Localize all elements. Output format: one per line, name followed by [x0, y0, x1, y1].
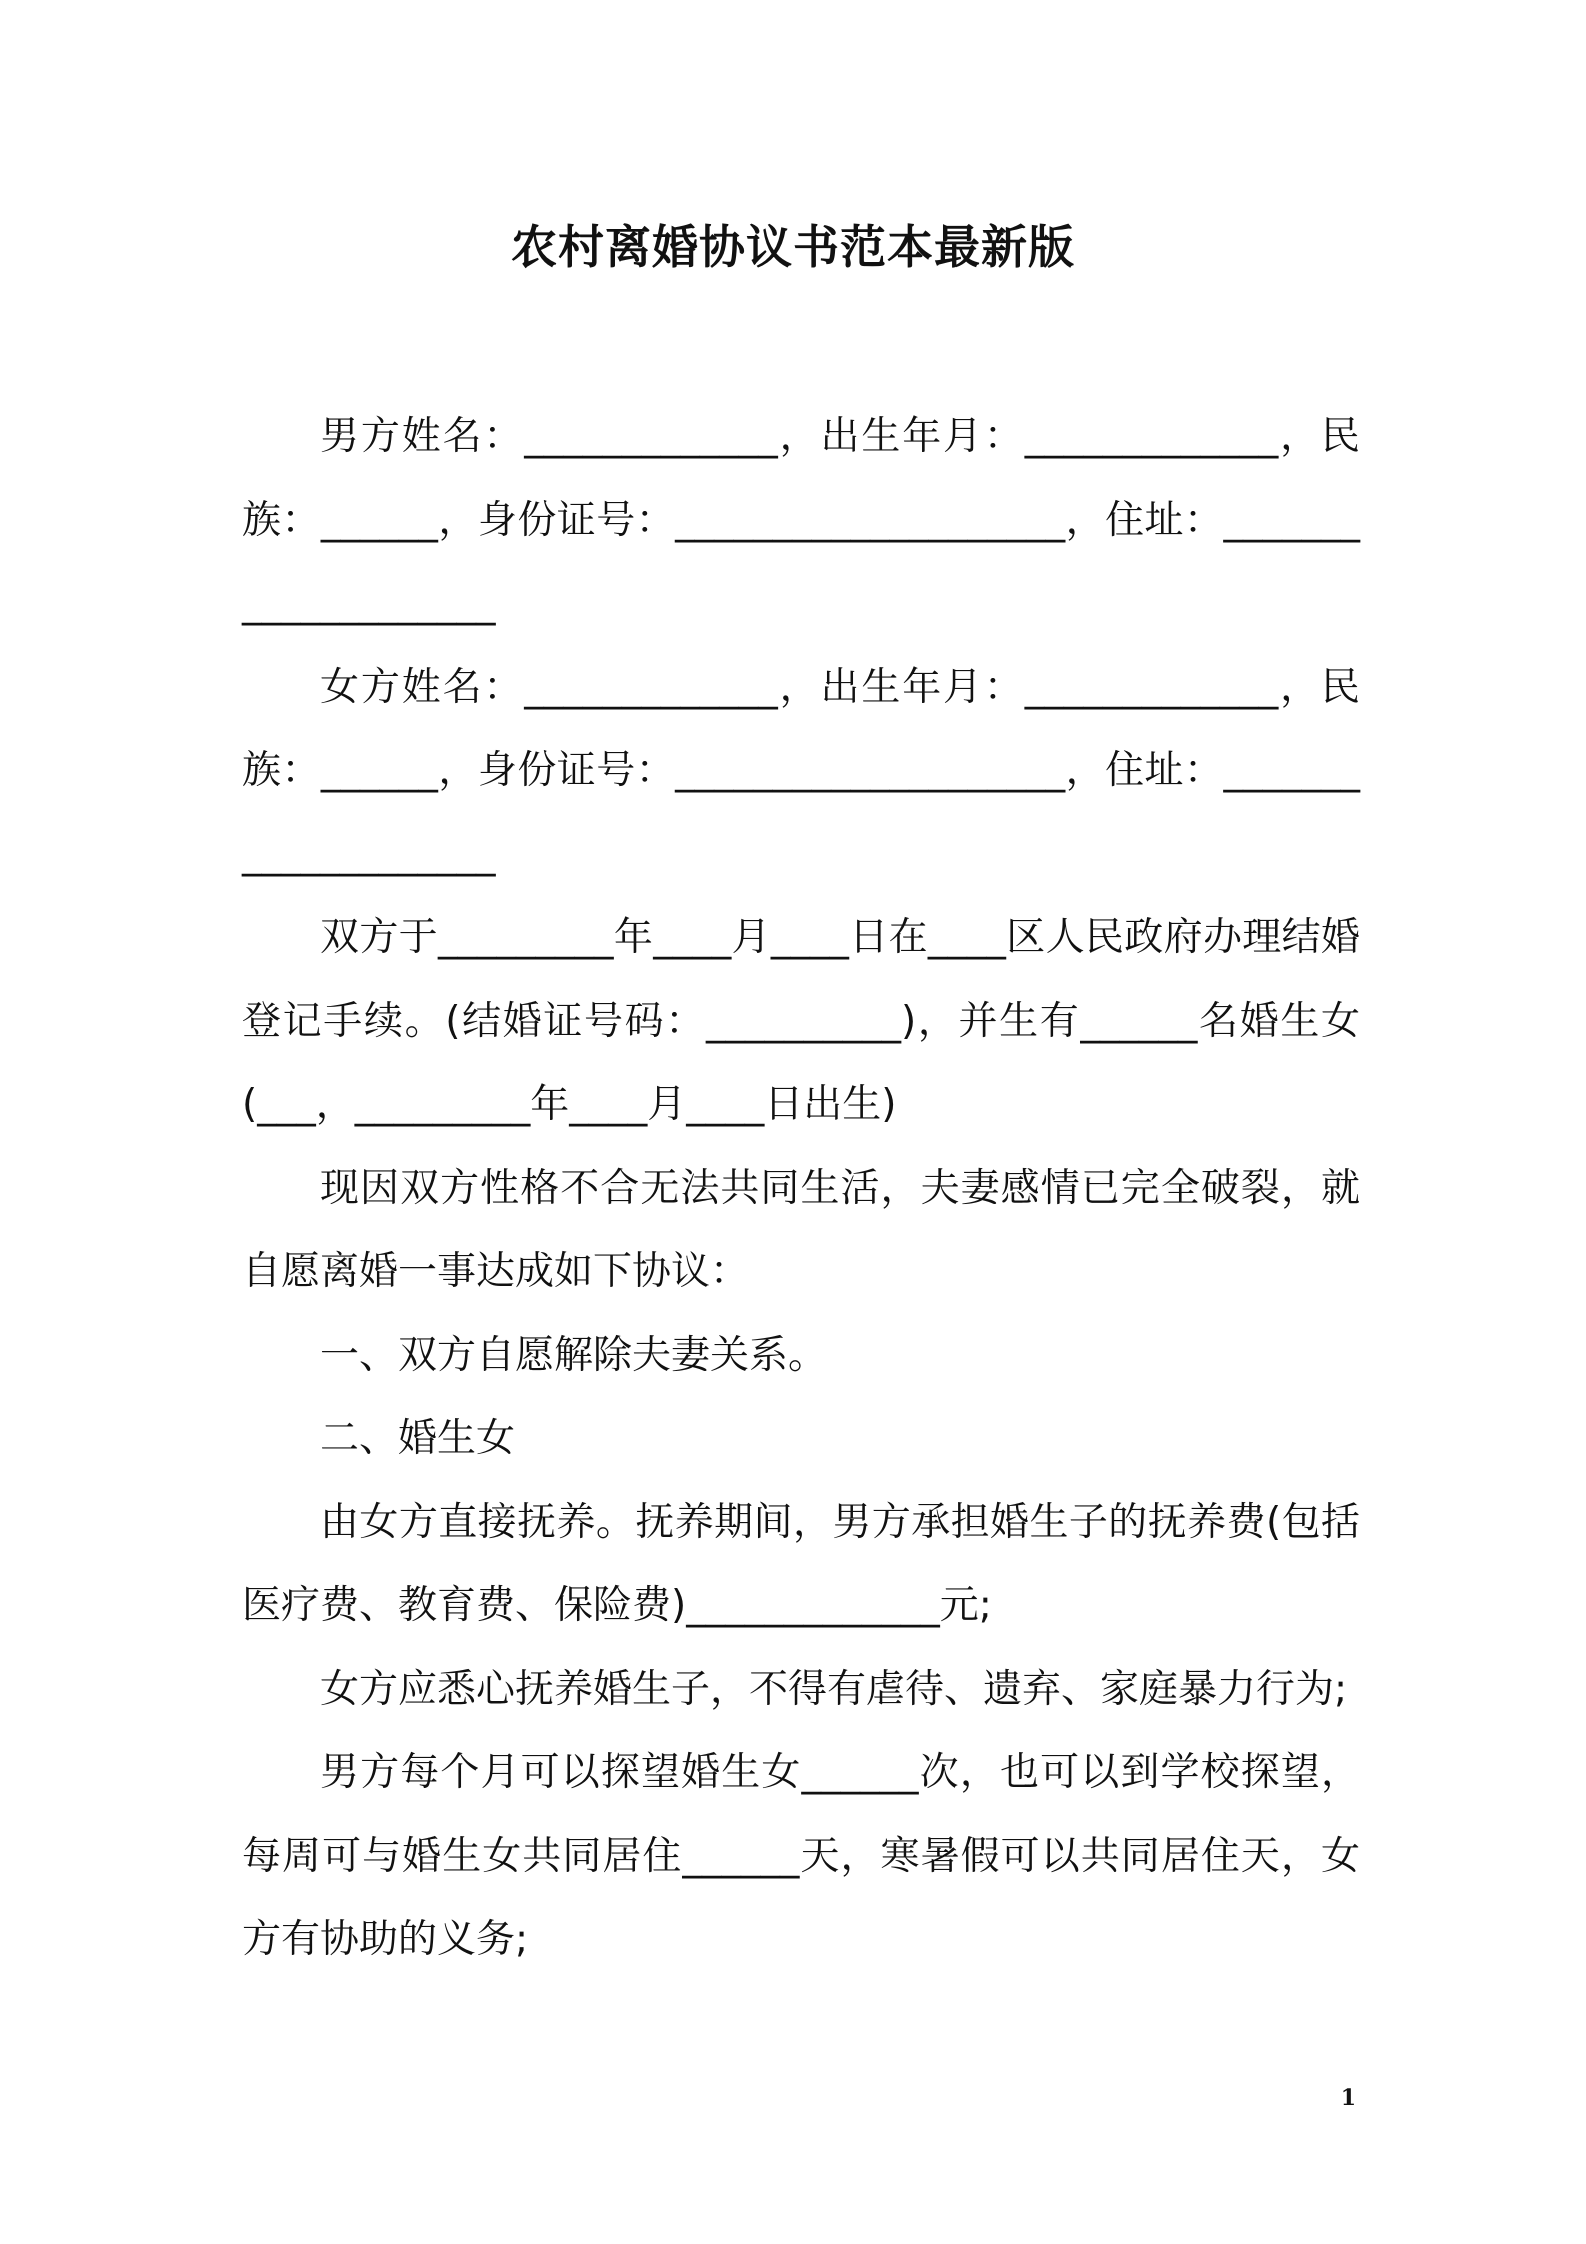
paragraph-clause-one: 一、双方自愿解除夫妻关系。: [320, 1332, 828, 1378]
document-body: [242, 395, 1360, 1982]
paragraph-male-info: 男方姓名：_____________，出生年月：_____________，民族：______，身份证号：____________________，住址：____________________: [242, 414, 1360, 626]
paragraph-care-duty: 女方应悉心抚养婚生子，不得有虐待、遗弃、家庭暴力行为;: [320, 1666, 1348, 1712]
paragraph-marriage-registration: 双方于_________年____月____日在____区人民政府办理结婚登记手续。(结婚证号码：__________)，并生有______名婚生女(___，_________年____月____日出生): [242, 915, 1360, 1127]
paragraph-divorce-reason: 现因双方性格不合无法共同生活，夫妻感情已完全破裂，就自愿离婚一事达成如下协议：: [242, 1165, 1360, 1294]
paragraph-visitation: 男方每个月可以探望婚生女______次，也可以到学校探望，每周可与婚生女共同居住______天，寒暑假可以共同居住天，女方有协助的义务;: [242, 1750, 1360, 1962]
paragraph-custody: 由女方直接抚养。抚养期间，男方承担婚生子的抚养费(包括医疗费、教育费、保险费)_____________元;: [242, 1499, 1360, 1628]
paragraph-female-info: 女方姓名：_____________，出生年月：_____________，民族：______，身份证号：____________________，住址：____________________: [242, 664, 1360, 877]
page-number: 1: [1340, 2085, 1356, 2111]
paragraph-clause-two-heading: 二、婚生女: [320, 1416, 516, 1461]
document-title: 农村离婚协议书范本最新版: [511, 220, 1075, 274]
